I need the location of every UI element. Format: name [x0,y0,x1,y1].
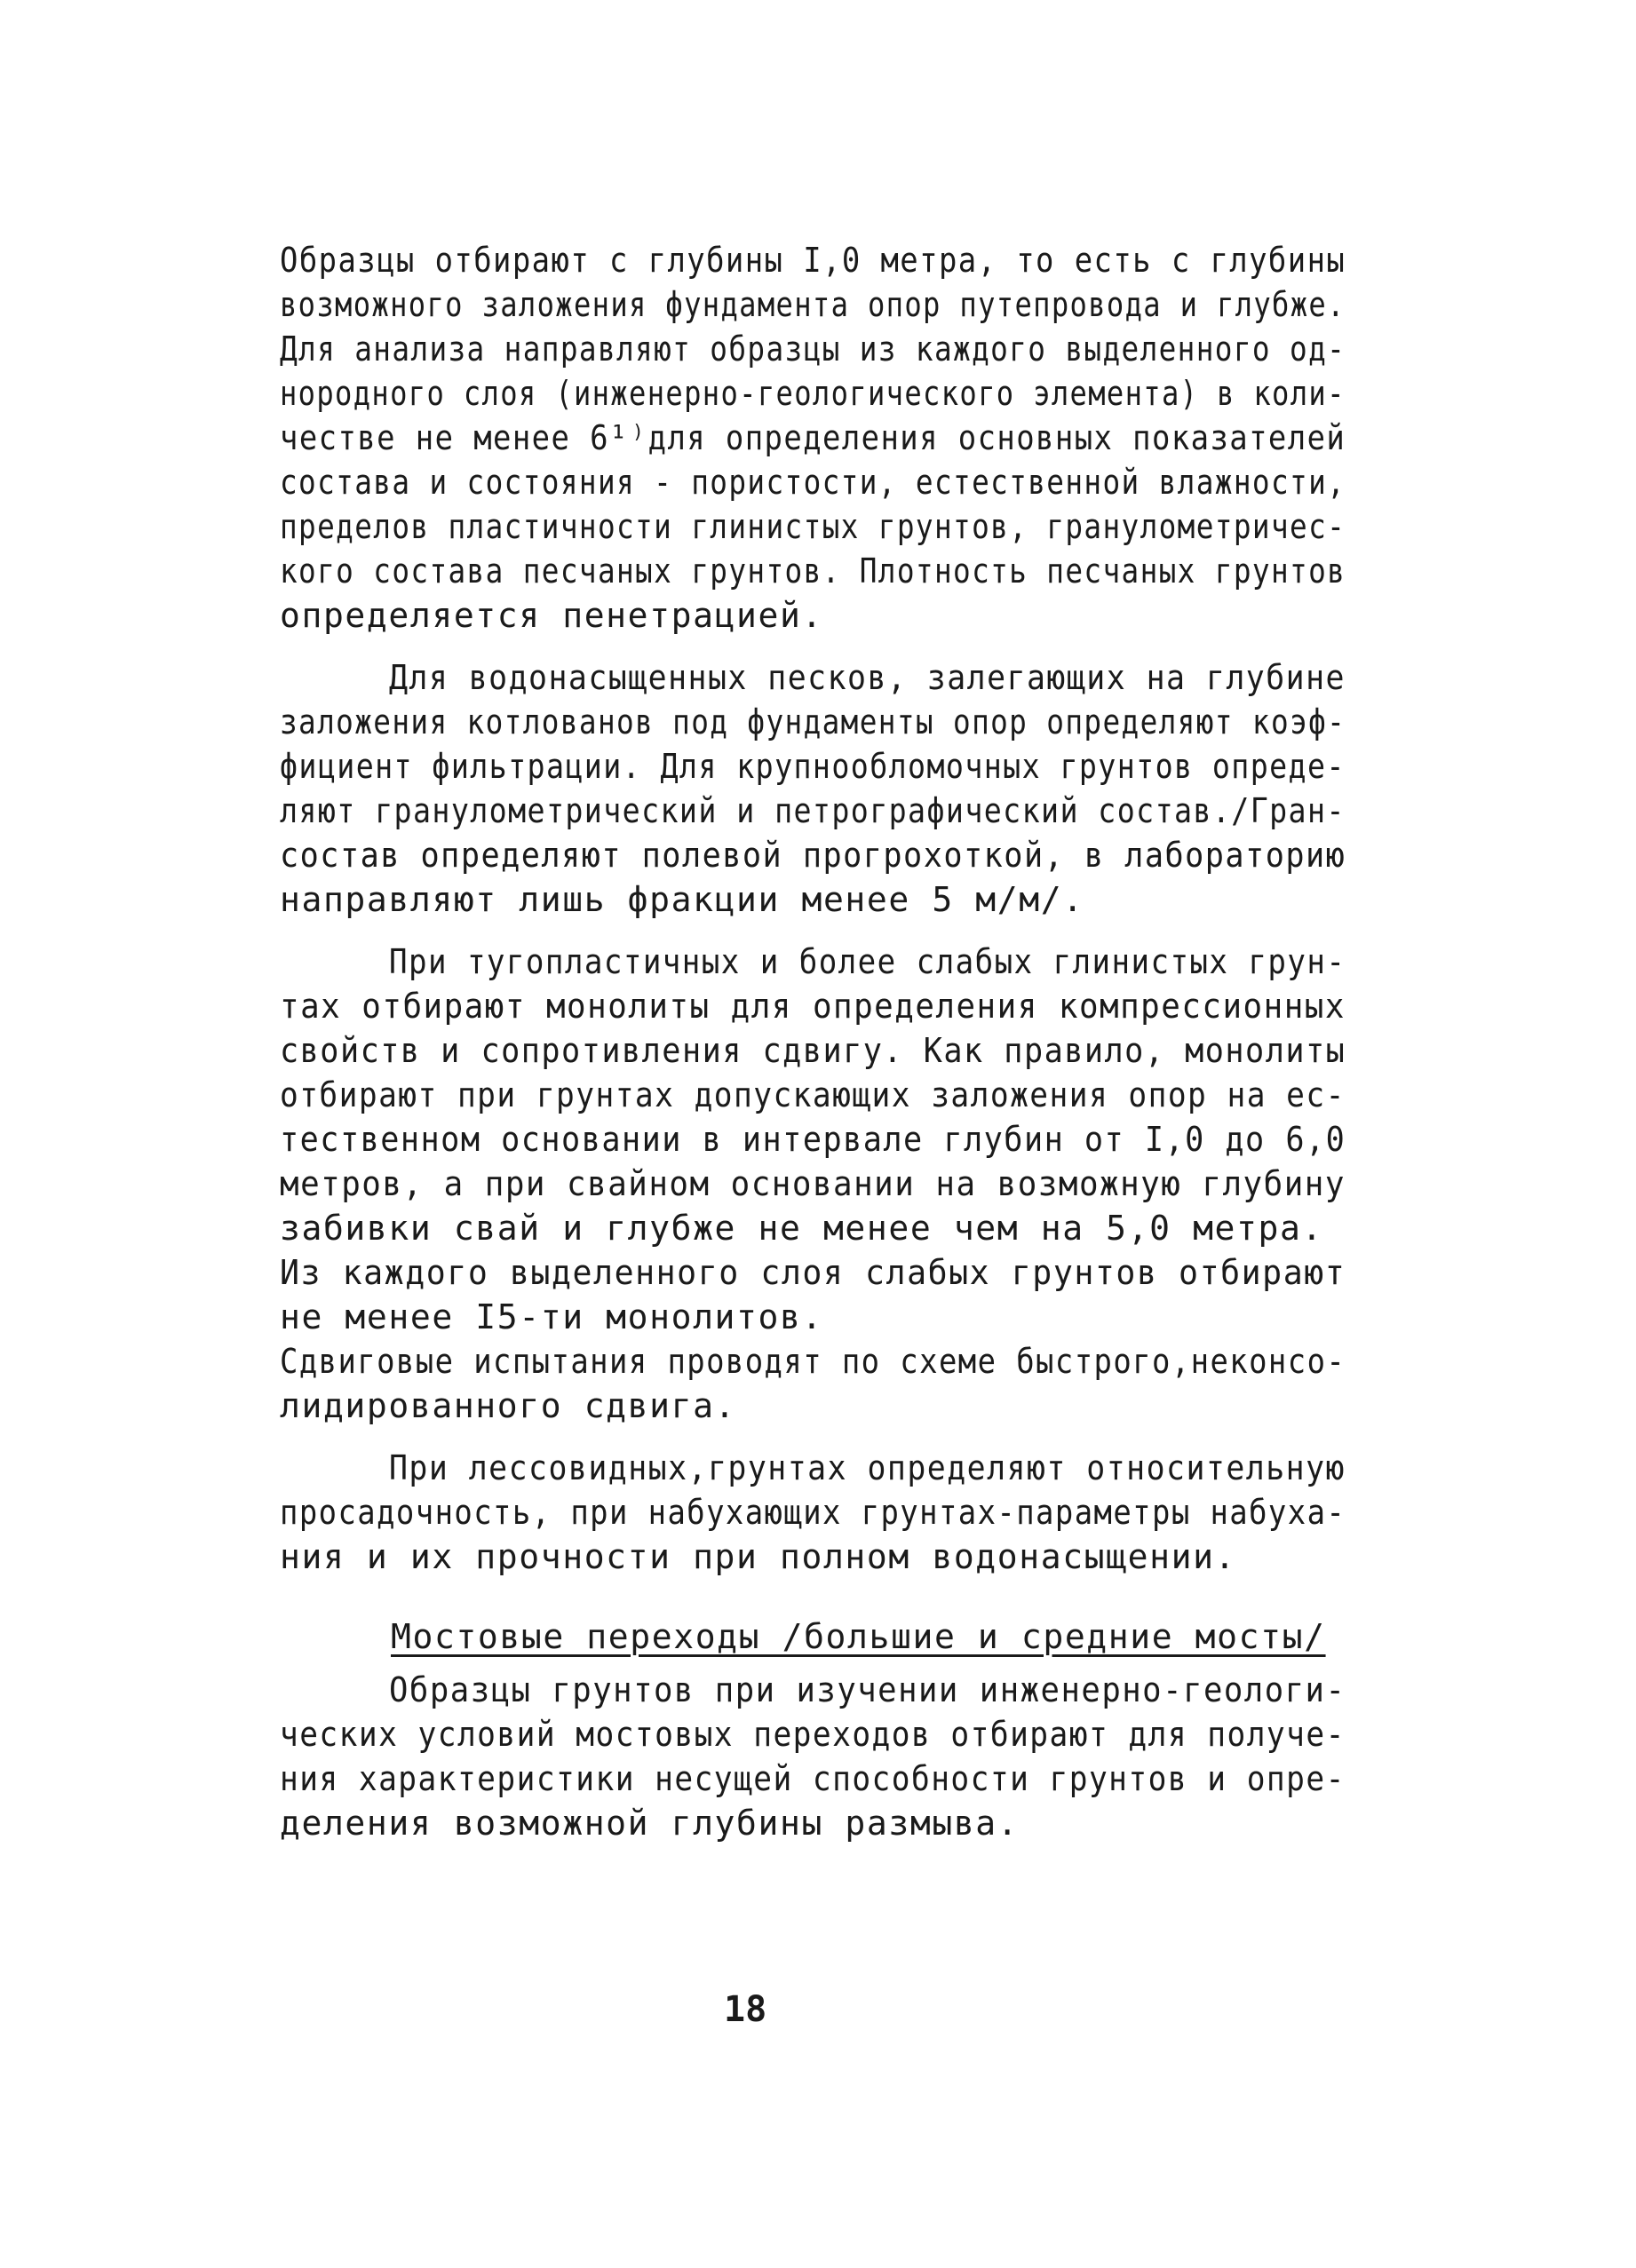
text-line: нородного слоя (инженерно-геологического элемента) в коли- [280,374,1346,413]
text-line: кого состава песчаных грунтов. Плотность песчаных грунтов [280,551,1346,591]
text-line: заложения котлованов под фундаменты опор определяют коэф- [280,702,1346,741]
text-line: свойств и сопротивления сдвигу. Как правило, монолиты [280,1031,1346,1070]
text-line: отбирают при грунтах допускающих заложения опор на ес- [280,1075,1346,1114]
text-line: Для водонасыщенных песков, залегающих на глубине [389,658,1346,697]
text-line: тественном основании в интервале глубин от I,0 до 6,0 [280,1120,1346,1159]
text-line: тах отбирают монолиты для определения компрессионных [280,987,1346,1026]
text-line: Для анализа направляют образцы из каждого выделенного од- [280,329,1346,369]
text-line: направляют лишь фракции менее 5 м/м/. [280,880,1084,919]
page-number: 18 [724,1989,767,2030]
text-line: не менее I5-ти монолитов. [280,1297,823,1336]
text-line: ния характеристики несущей способности грунтов и опре- [280,1759,1346,1798]
text-line: забивки свай и глубже не менее чем на 5,0 метра. [280,1209,1323,1248]
text-line: пределов пластичности глинистых грунтов, гранулометричес- [280,507,1346,546]
text-line: деления возможной глубины размыва. [280,1804,1020,1843]
text-line: метров, а при свайном основании на возможную глубину [280,1164,1346,1203]
text-line: Из каждого выделенного слоя слабых грунтов отбирают [280,1253,1346,1292]
text-line: При тугопластичных и более слабых глинистых грун- [389,942,1346,981]
text-line: честве не менее 6¹⁾для определения основных показателей [280,418,1346,457]
text-line: просадочность, при набухающих грунтах-параметры набуха- [280,1493,1346,1532]
text-line: состав определяют полевой прогрохоткой, в лабораторию [280,836,1346,875]
text-line: При лессовидных,грунтах определяют относительную [389,1448,1346,1487]
text-line: ляют гранулометрический и петрографический состав./Гран- [280,791,1346,830]
text-line: Образцы грунтов при изучении инженерно-геологи- [389,1670,1346,1709]
text-line: лидированного сдвига. [280,1386,737,1425]
text-line: возможного заложения фундамента опор путепровода и глубже. [280,285,1346,324]
text-line: ческих условий мостовых переходов отбирают для получе- [280,1715,1346,1754]
text-line: Сдвиговые испытания проводят по схеме быстрого,неконсо- [280,1342,1346,1381]
section-heading: Мостовые переходы /большие и средние мосты/ [391,1617,1326,1656]
text-line: фициент фильтрации. Для крупнообломочных грунтов опреде- [280,747,1346,786]
text-line: состава и состояния - пористости, естественной влажности, [280,463,1346,502]
text-line: ния и их прочности при полном водонасыщении. [280,1537,1237,1576]
text-line: Образцы отбирают с глубины I,0 метра, то есть с глубины [280,241,1346,280]
text-line: определяется пенетрацией. [280,596,823,635]
